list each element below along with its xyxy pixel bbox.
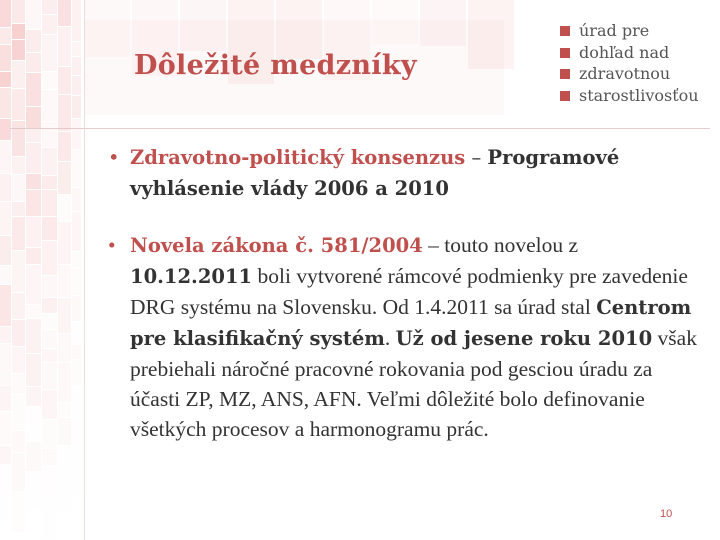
mosaic-tile [12,293,25,319]
mosaic-tile [72,428,81,453]
mosaic-tile [0,174,11,201]
mosaic-tile [26,354,41,386]
mosaic-tile [26,407,41,425]
mosaic-tile [12,0,25,23]
mosaic-tile [58,0,71,26]
mosaic-tile [12,157,25,174]
mosaic-tile [12,492,25,532]
mosaic-tile [12,202,25,216]
mosaic-tile [0,412,11,445]
mosaic-tile [12,121,25,156]
mosaic-tile [42,449,57,465]
mosaic-tile [12,89,25,120]
mosaic-tile [72,0,81,41]
mosaic-tile [42,90,57,121]
mosaic-tile [72,150,81,187]
mosaic-tile [42,466,57,498]
logo-square-icon [560,26,570,36]
mosaic-tile [72,387,81,427]
mosaic-tile [42,276,57,297]
mosaic-tile [26,442,41,471]
bullet-text: boli vytvorené rámcové podmienky pre zavedenie DRG systému na Slovensku. Od 1.4.2011 sa úrad stal [130,264,688,319]
mosaic-tile [26,73,41,106]
mosaic-tile [58,334,71,362]
mosaic-tile [26,387,41,406]
mosaic-tile [26,472,41,510]
mosaic-tile [12,533,25,540]
mosaic-tile [72,479,81,495]
bullet-bold-text: Centrom pre klasifikačný systém [130,296,692,350]
mosaic-tile [72,76,81,95]
mosaic-tile [26,174,41,189]
bullet-item-consensus [108,142,700,204]
logo-text: zdravotnou [579,64,671,83]
mosaic-tile [42,420,57,448]
page-number: 10 [660,508,673,520]
mosaic-tile [58,95,71,131]
mosaic-tile [0,344,11,385]
mosaic-tile [42,176,57,189]
mosaic-tile [26,53,41,72]
mosaic-tile [42,499,57,539]
mosaic-tile [12,347,25,373]
mosaic-tile [0,0,11,27]
bullet-text: . [384,326,396,350]
bullet-bold-text: 10.12.2011 [130,265,253,288]
mosaic-tile [58,446,71,478]
mosaic-tile [0,119,11,140]
mosaic-tile [0,522,11,539]
mosaic-tile [26,305,41,318]
mosaic-tile [26,319,41,353]
mosaic-tile [72,252,81,267]
mosaic-tile [12,24,25,39]
mosaic-tile [58,363,71,402]
mosaic-tile [12,217,25,250]
bullet-bold-text: Programové vyhlásenie vlády 2006 a 2010 [130,146,620,200]
mosaic-tile [26,30,41,52]
mosaic-tile [12,431,25,452]
mosaic-tile [42,217,57,240]
bullet-text: však prebiehali náročné pracovné rokovania pod gesciou úradu za účasti ZP, MZ, ANS, AFN. Veľmi dôležité bolo definovanie všetkých procesov a harmonogramu prác. [130,326,697,441]
mosaic-tile [26,129,41,142]
mosaic-tile [10,128,710,129]
mosaic-tile [42,148,57,175]
bullet-text: – touto novelou z [422,233,579,257]
mosaic-tile [58,479,71,512]
mosaic-tile [12,320,25,346]
mosaic-tile [26,0,41,29]
mosaic-tile [58,513,71,532]
mosaic-tile [42,349,57,362]
logo-line [559,63,699,85]
bullet-bold-text: Už od jesene roku 2010 [395,327,653,350]
logo-line [559,42,699,64]
udzs-logo [559,20,699,106]
mosaic-tile [12,40,25,60]
mosaic-tile [0,465,11,491]
mosaic-tile [72,42,81,56]
mosaic-tile [0,28,11,44]
mosaic-tile [0,88,11,118]
mosaic-tile [72,454,81,478]
mosaic-tile [12,251,25,292]
mosaic-tile [42,0,57,14]
bullet-icon: • [108,146,120,169]
slide-title: Dôležité medzníky [134,50,417,81]
mosaic-tile [58,132,71,161]
mosaic-tile [12,453,25,491]
mosaic-tile [0,45,11,71]
mosaic-tile [42,363,57,389]
mosaic-tile [72,360,81,386]
mosaic-tile [0,266,11,284]
logo-text: dohľad nad [579,42,670,62]
mosaic-tile [42,122,57,147]
mosaic-tile [42,241,57,275]
mosaic-tile [0,72,11,87]
mosaic-tile [84,0,85,540]
mosaic-tile [72,96,81,118]
mosaic-tile [72,496,81,534]
mosaic-tile [26,217,41,247]
mosaic-tile [26,265,41,304]
mosaic-tile [12,374,25,394]
mosaic-tile [58,222,71,264]
logo-line [559,20,699,42]
mosaic-tile [72,296,81,321]
mosaic-tile [26,143,41,173]
mosaic-tile [42,15,57,34]
bullet-item-amendment [108,230,700,444]
mosaic-tile [58,265,71,297]
mosaic-tile [42,314,57,329]
mosaic-tile [58,418,71,445]
mosaic-tile [42,35,57,71]
mosaic-tile [26,248,41,264]
mosaic-tile [0,285,11,326]
mosaic-tile [72,322,81,344]
mosaic-tile [72,57,81,75]
logo-text: úrad pre [579,21,650,40]
mosaic-tile [26,426,41,441]
mosaic-tile [26,190,41,216]
mosaic-tile [72,535,81,540]
mosaic-tile [0,446,11,464]
mosaic-tile [0,236,11,265]
logo-square-icon [560,91,570,101]
mosaic-tile [12,61,25,88]
mosaic-tile [12,395,25,430]
bullet-text: – [465,146,488,169]
logo-square-icon [560,69,570,79]
mosaic-tile [42,390,57,419]
mosaic-tile [0,492,11,521]
mosaic-tile [0,327,11,343]
mosaic-tile [72,345,81,359]
mosaic-tile [42,298,57,313]
mosaic-tile [0,202,11,235]
mosaic-tile [58,162,71,194]
mosaic-tile [58,533,71,540]
bullet-icon: • [108,233,116,257]
mosaic-tile [58,67,71,94]
bullet-heading: Novela zákona č. 581/2004 [130,234,423,257]
logo-line [559,85,699,107]
mosaic-tile [26,511,41,538]
mosaic-tile [58,298,71,333]
mosaic-tile [72,188,81,211]
bullet-heading: Zdravotno-politický konsenzus [130,146,466,169]
mosaic-tile [72,119,81,149]
mosaic-tile [72,268,81,295]
mosaic-tile [0,386,11,411]
logo-text: starostlivosťou [579,85,699,105]
mosaic-tile [58,195,71,221]
mosaic-tile [42,330,57,348]
mosaic-tile [42,72,57,89]
logo-square-icon [560,48,570,58]
mosaic-tile [0,141,11,173]
mosaic-tile [42,190,57,216]
mosaic-tile [58,403,71,417]
slide-content [108,142,700,444]
mosaic-tile [58,27,71,66]
mosaic-tile [26,107,41,128]
mosaic-tile [72,212,81,251]
mosaic-tile [12,175,25,201]
